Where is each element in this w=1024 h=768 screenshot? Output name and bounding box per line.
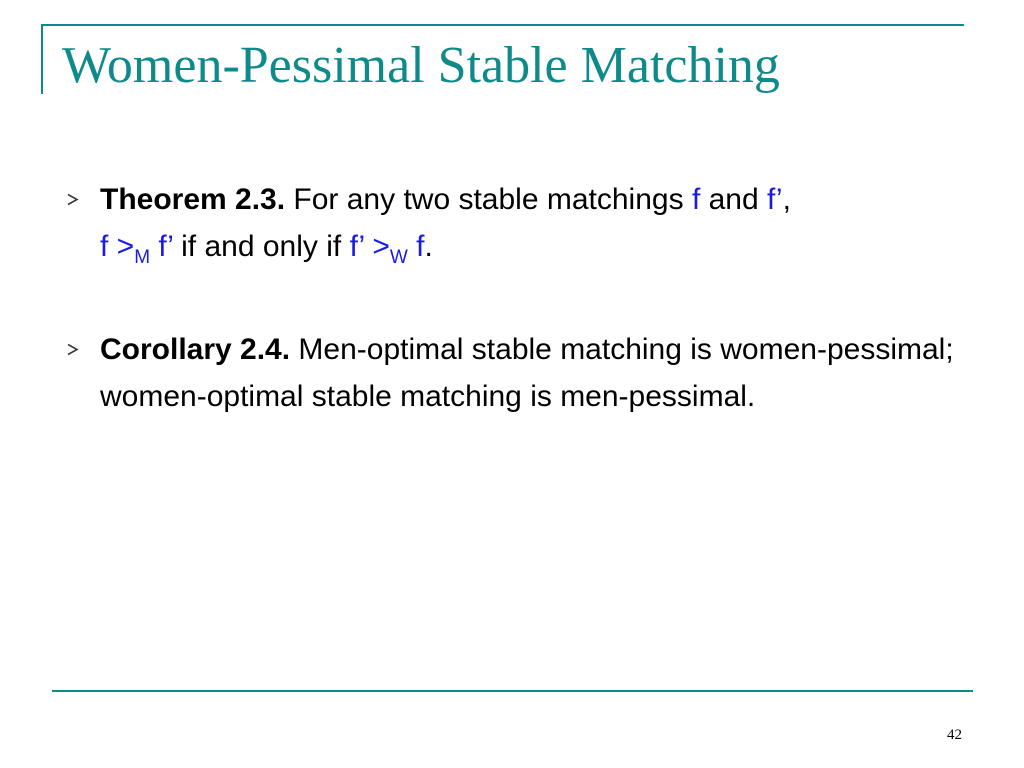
math-f: f <box>407 230 425 263</box>
math-f-prime: f’ <box>767 183 783 216</box>
theorem-text-part: . <box>424 230 433 263</box>
header-frame-vertical-line <box>41 24 43 94</box>
bullet-list <box>66 176 976 420</box>
arrow-bullet-icon <box>66 326 82 373</box>
header-frame-top-line <box>41 24 964 26</box>
math-subscript-m: M <box>134 247 151 268</box>
math-f-prime-greater: f’ > <box>349 230 390 263</box>
corollary-text: Men-optimal stable matching is women-pessimal; women-optimal stable matching is men-pessimal. <box>100 333 954 413</box>
math-f-greater: f > <box>100 230 135 263</box>
theorem-text-part: and <box>700 183 768 216</box>
footer-rule <box>52 690 973 692</box>
corollary-label: Corollary 2.4. <box>100 333 291 366</box>
theorem-text-part: if and only if <box>172 230 350 263</box>
theorem-text-part: , <box>782 183 791 216</box>
theorem-text-part: For any two stable matchings <box>285 183 692 216</box>
math-f-prime: f’ <box>150 230 173 263</box>
math-f: f <box>691 183 701 216</box>
bullet-theorem <box>66 176 976 270</box>
theorem-label: Theorem 2.3. <box>100 183 286 216</box>
bullet-corollary <box>66 326 976 420</box>
arrow-bullet-icon <box>66 176 82 223</box>
slide-title: Women-Pessimal Stable Matching <box>62 37 780 94</box>
math-subscript-w: W <box>389 247 408 268</box>
page-number: 42 <box>947 727 962 743</box>
